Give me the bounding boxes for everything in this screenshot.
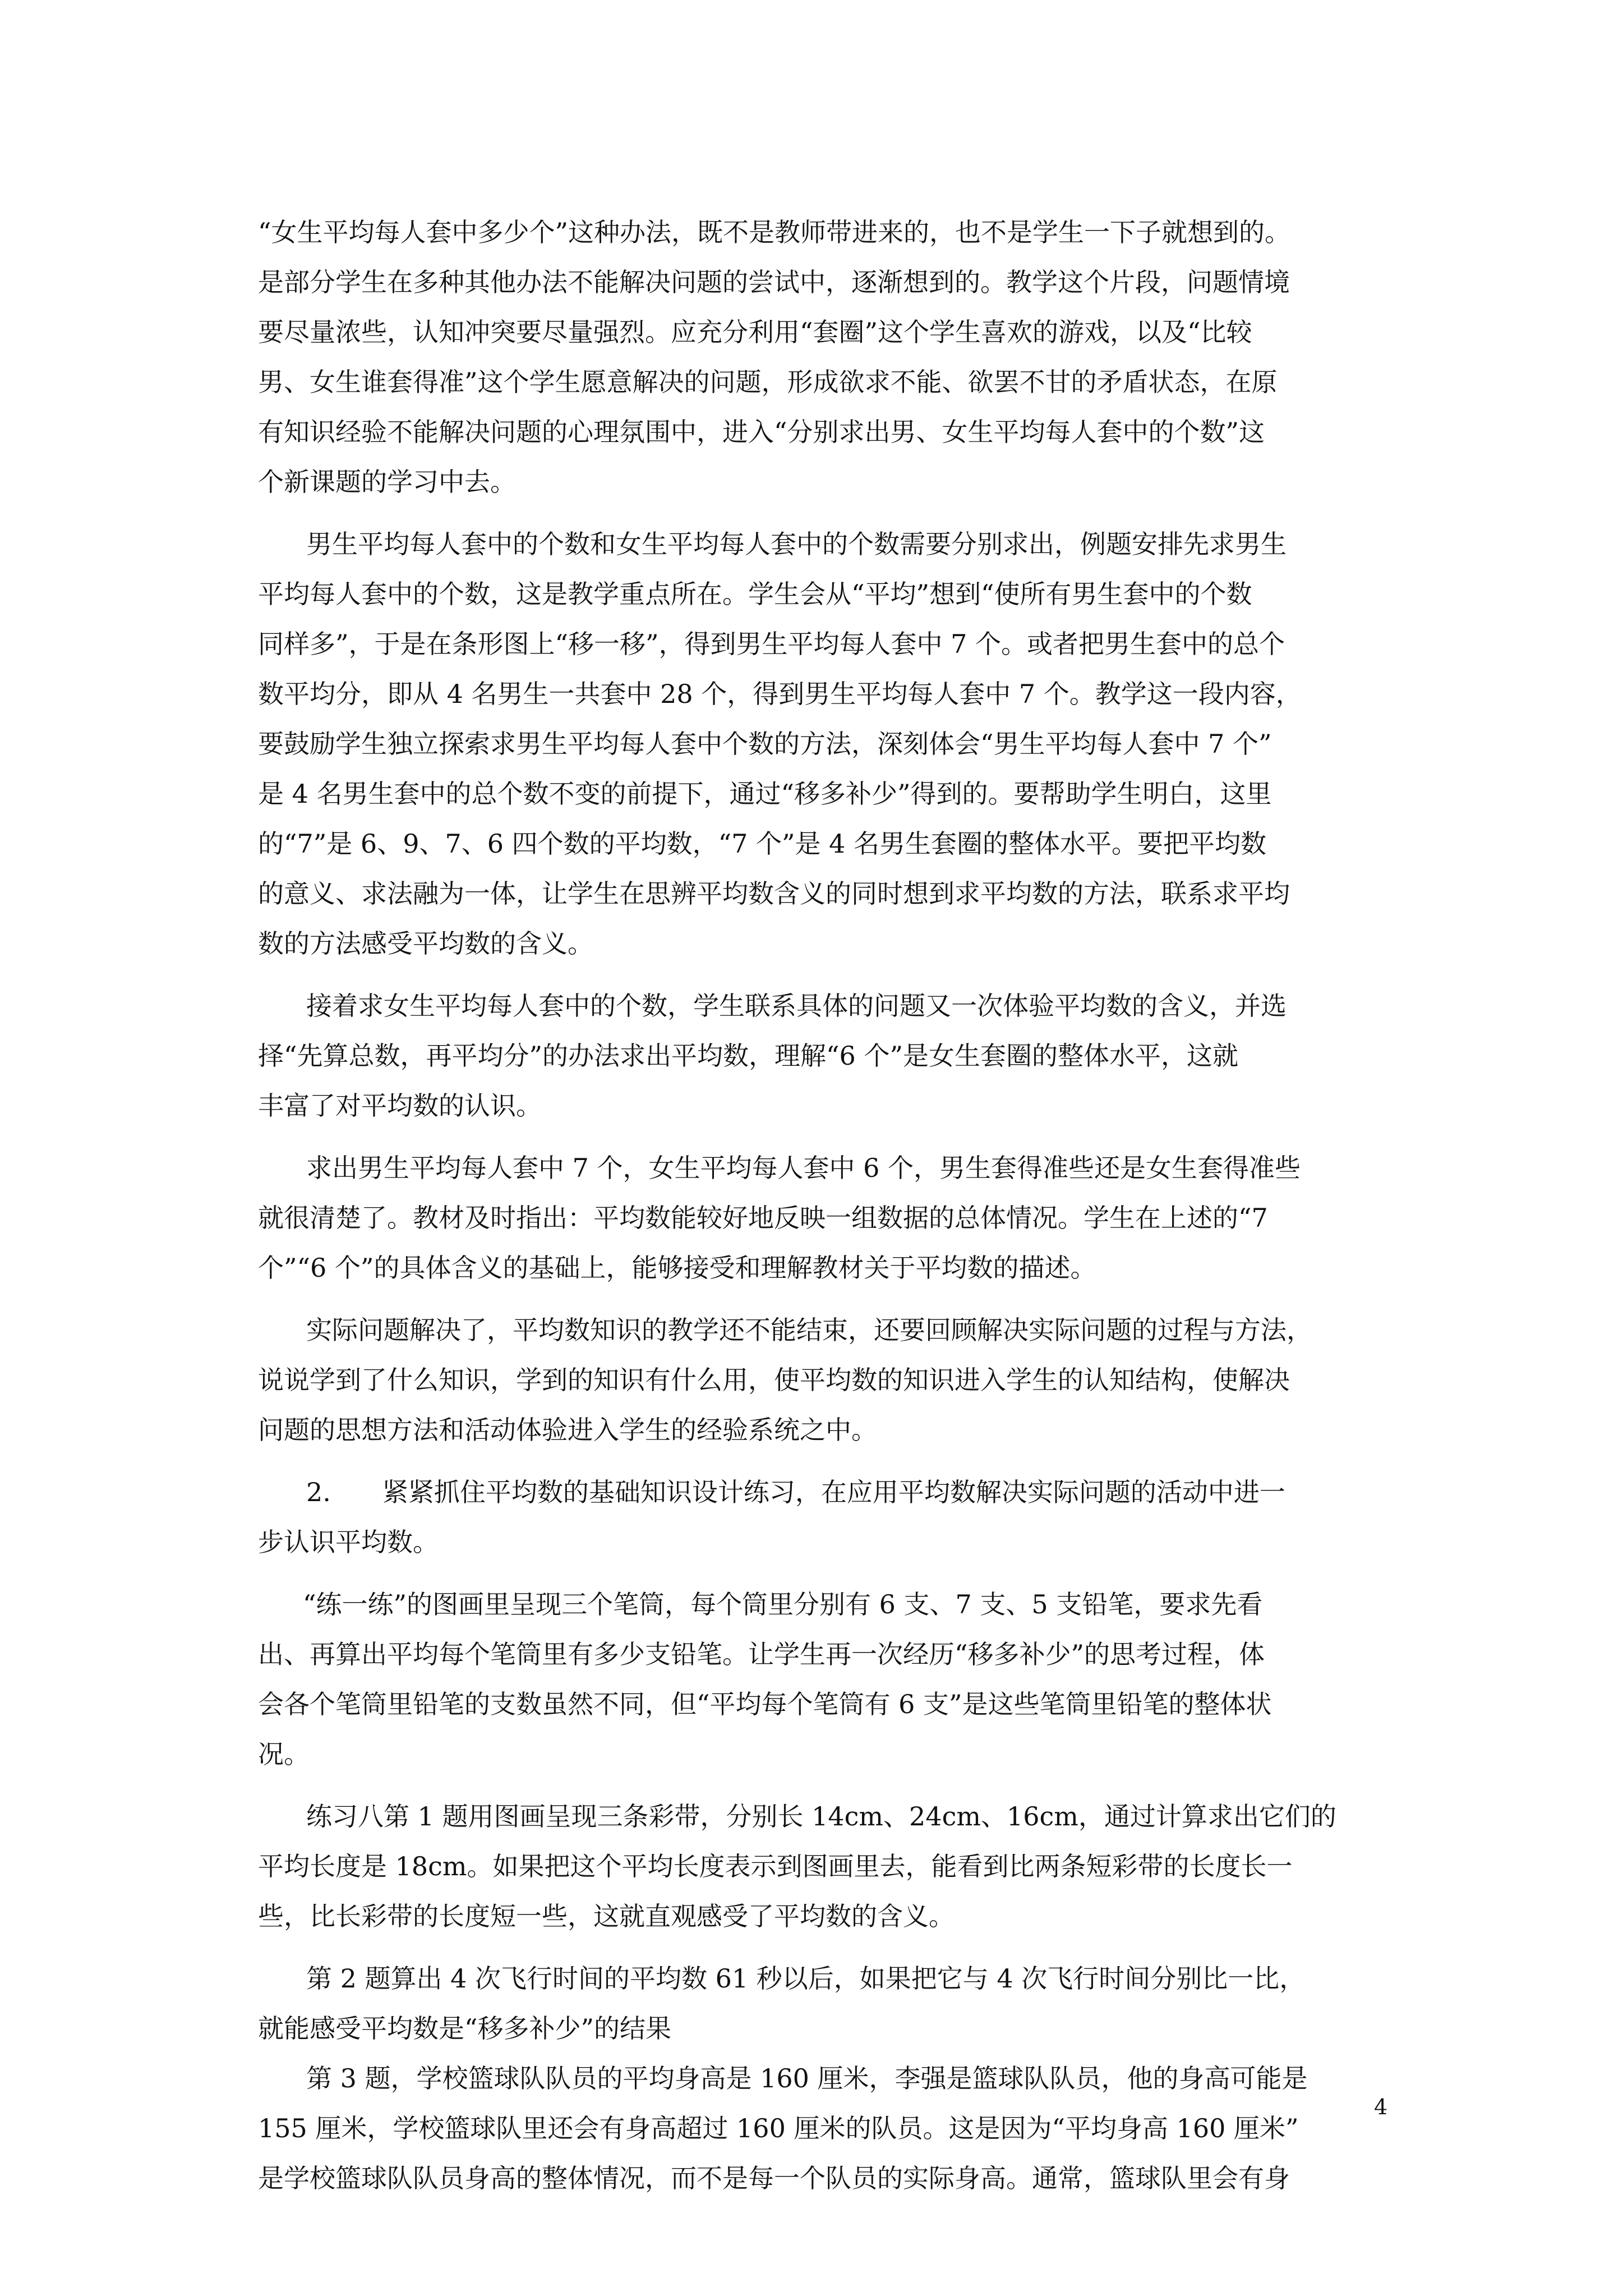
text-line: 况。	[258, 1739, 310, 1769]
text-line: 数的方法感受平均数的含义。	[258, 928, 593, 959]
text-line: 数平均分，即从 4 名男生一共套中 28 个，得到男生平均每人套中 7 个。教学这一段内容，	[258, 679, 1302, 709]
text-line: 是学校篮球队队员身高的整体情况，而不是每一个队员的实际身高。通常，篮球队里会有身	[258, 2163, 1290, 2193]
paragraph-5	[258, 1305, 1388, 1455]
text-line: 丰富了对平均数的认识。	[258, 1091, 542, 1121]
paragraph-9	[258, 1954, 1388, 2054]
text-line: 平均长度是 18cm。如果把这个平均长度表示到图画里去，能看到比两条短彩带的长度长一	[258, 1851, 1293, 1881]
text-line: 男、女生谁套得准”这个学生愿意解决的问题，形成欲求不能、欲罢不甘的矛盾状态，在原	[258, 367, 1278, 397]
paragraph-6	[258, 1467, 1388, 1567]
text-line: 2. 紧紧抓住平均数的基础知识设计练习，在应用平均数解决实际问题的活动中进一	[306, 1477, 1285, 1507]
text-line: 第 2 题算出 4 次飞行时间的平均数 61 秒以后，如果把它与 4 次飞行时间分别比一比，	[306, 1963, 1306, 1994]
text-line: 求出男生平均每人套中 7 个，女生平均每人套中 6 个，男生套得准些还是女生套得准些	[306, 1153, 1301, 1183]
text-line: 就很清楚了。教材及时指出：平均数能较好地反映一组数据的总体情况。学生在上述的“7	[258, 1203, 1268, 1233]
text-line: 择“先算总数，再平均分”的办法求出平均数，理解“6 个”是女生套圈的整体水平，这就	[258, 1041, 1238, 1071]
text-line: 155 厘米，学校篮球队里还会有身高超过 160 厘米的队员。这是因为“平均身高 160 厘米”	[258, 2113, 1299, 2143]
text-line: 平均每人套中的个数，这是教学重点所在。学生会从“平均”想到“使所有男生套中的个数	[258, 579, 1252, 609]
text-line: 接着求女生平均每人套中的个数，学生联系具体的问题又一次体验平均数的含义，并选	[306, 991, 1287, 1021]
text-line: “女生平均每人套中多少个”这种办法，既不是教师带进来的，也不是学生一下子就想到的。	[258, 217, 1291, 247]
text-line: 第 3 题，学校篮球队队员的平均身高是 160 厘米，李强是篮球队队员，他的身高可能是	[306, 2063, 1308, 2093]
text-line: “练一练”的图画里呈现三个笔筒，每个筒里分别有 6 支、7 支、5 支铅笔，要求先看	[303, 1589, 1263, 1619]
paragraph-8	[258, 1792, 1388, 1941]
text-line: 出、再算出平均每个笔筒里有多少支铅笔。让学生再一次经历“移多补少”的思考过程，体	[258, 1639, 1265, 1669]
text-line: 说说学到了什么知识，学到的知识有什么用，使平均数的知识进入学生的认知结构，使解决	[258, 1365, 1290, 1395]
text-line: 是 4 名男生套中的总个数不变的前提下，通过“移多补少”得到的。要帮助学生明白，这里	[258, 779, 1272, 809]
text-line: 会各个笔筒里铅笔的支数虽然不同，但“平均每个笔筒有 6 支”是这些笔筒里铅笔的整体状	[258, 1689, 1272, 1719]
text-line: 实际问题解决了，平均数知识的教学还不能结束，还要回顾解决实际问题的过程与方法，	[306, 1315, 1312, 1345]
text-line: 就能感受平均数是“移多补少”的结果	[258, 2013, 672, 2044]
paragraph-3	[258, 981, 1388, 1131]
text-line: 同样多”，于是在条形图上“移一移”，得到男生平均每人套中 7 个。或者把男生套中的总个	[258, 629, 1285, 659]
paragraph-2	[258, 519, 1388, 969]
text-line: 的意义、求法融为一体，让学生在思辨平均数含义的同时想到求平均数的方法，联系求平均	[258, 878, 1290, 909]
paragraph-1	[258, 208, 1388, 507]
text-line: 是部分学生在多种其他办法不能解决问题的尝试中，逐渐想到的。教学这个片段，问题情境	[258, 267, 1290, 297]
text-line: 男生平均每人套中的个数和女生平均每人套中的个数需要分别求出，例题安排先求男生	[306, 529, 1287, 559]
text-line: 要鼓励学生独立探索求男生平均每人套中个数的方法，深刻体会“男生平均每人套中 7 个”	[258, 729, 1272, 759]
paragraph-4	[258, 1143, 1388, 1293]
paragraph-10	[258, 2054, 1388, 2203]
text-line: 问题的思想方法和活动体验进入学生的经验系统之中。	[258, 1415, 877, 1445]
document-body	[258, 208, 1388, 2203]
text-line: 步认识平均数。	[258, 1527, 439, 1557]
page-number: 4	[1374, 2095, 1388, 2119]
text-line: 的“7”是 6、9、7、6 四个数的平均数，“7 个”是 4 名男生套圈的整体水平。要把平均数	[258, 829, 1267, 859]
text-line: 个”“6 个”的具体含义的基础上，能够接受和理解教材关于平均数的描述。	[258, 1253, 1096, 1283]
text-line: 些，比长彩带的长度短一些，这就直观感受了平均数的含义。	[258, 1901, 955, 1931]
paragraph-7	[258, 1580, 1388, 1779]
text-line: 有知识经验不能解决问题的心理氛围中，进入“分别求出男、女生平均每人套中的个数”这	[258, 417, 1265, 447]
text-line: 练习八第 1 题用图画呈现三条彩带，分别长 14cm、24cm、16cm，通过计算求出它们的	[306, 1801, 1336, 1832]
text-line: 要尽量浓些，认知冲突要尽量强烈。应充分利用“套圈”这个学生喜欢的游戏，以及“比较	[258, 317, 1252, 347]
text-line: 个新课题的学习中去。	[258, 467, 516, 497]
